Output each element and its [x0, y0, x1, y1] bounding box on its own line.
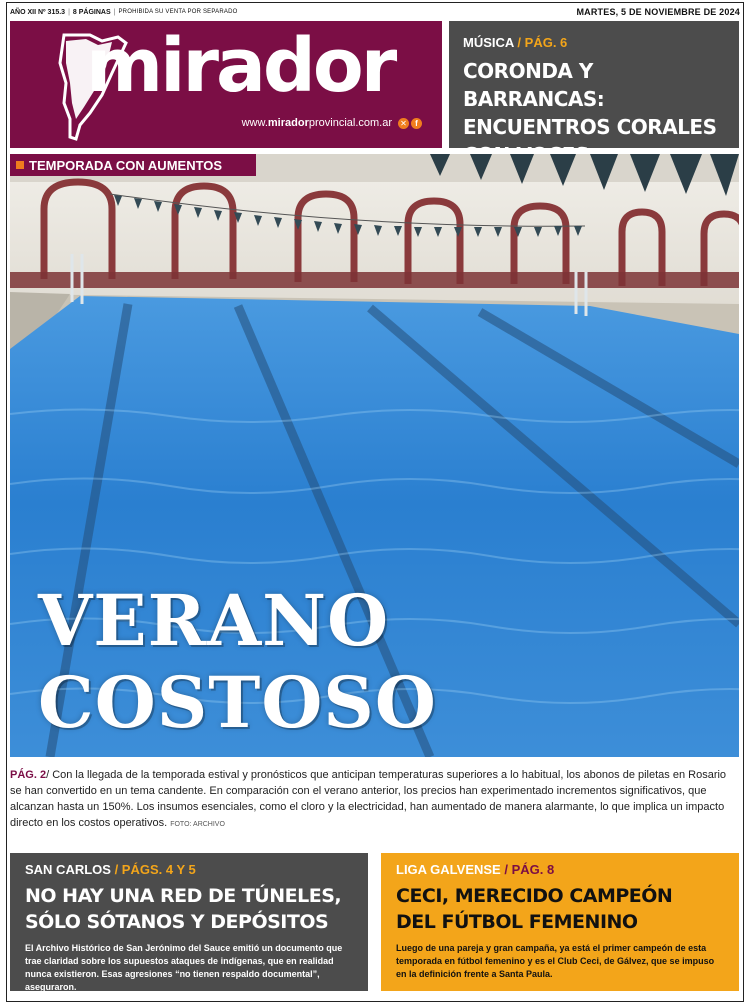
musica-feature[interactable] — [449, 21, 739, 148]
sale-notice: PROHIBIDA SU VENTA POR SEPARADO — [118, 9, 238, 15]
page-count: 8 PÁGINAS — [72, 8, 111, 16]
liga-kicker: LIGA GALVENSE / PÁG. 8 — [396, 862, 555, 877]
liga-galvense-feature[interactable] — [381, 853, 739, 991]
san-carlos-feature[interactable] — [10, 853, 368, 991]
issue-number: AÑO XII Nº 315.3 — [10, 8, 66, 16]
masthead-logo: mirador — [86, 23, 395, 109]
top-info-bar: AÑO XII Nº 315.3 | 8 PÁGINAS | PROHIBIDA SU VENTA POR SEPARADO MARTES, 5 DE NOVIEMBRE DE 2024 — [10, 7, 740, 17]
musica-headline: CORONDA Y BARRANCAS: ENCUENTROS CORALES — [463, 59, 717, 139]
facebook-icon[interactable]: f — [411, 118, 422, 129]
main-headline: VERANO COSTOSO — [38, 579, 437, 744]
x-social-icon[interactable]: ✕ — [398, 118, 409, 129]
photo-credit: FOTO: ARCHIVO — [170, 821, 225, 828]
san-carlos-headline: NO HAY UNA RED DE TÚNELES, SÓLO SÓTANOS Y DEPÓSITOS — [25, 885, 342, 933]
masthead — [10, 21, 442, 148]
musica-kicker: MÚSICA / PÁG. 6 — [463, 35, 568, 50]
website-link[interactable]: www.miradorprovincial.com.ar — [241, 117, 392, 129]
main-page-ref: PÁG. 2 — [10, 769, 47, 781]
section-tag: TEMPORADA CON AUMENTOS — [10, 154, 256, 176]
social-icons — [398, 118, 422, 129]
issue-date: MARTES, 5 DE NOVIEMBRE DE 2024 — [576, 7, 740, 17]
san-carlos-summary: El Archivo Histórico de San Jerónimo del Sauce emitió un documento que trae claridad sobre los supuestos ataques de indígenas, que en realidad nunca existieron. Esas agresiones “no tienen respaldo documental”, aseguraron. — [25, 943, 343, 992]
san-carlos-kicker: SAN CARLOS / PÁGS. 4 Y 5 — [25, 862, 196, 877]
liga-summary: Luego de una pareja y gran campaña, ya está el primer campeón de esta temporada en fútbol femenino y es el Club Ceci, de Gálvez, que se impuso en la definición frente a Santa Paula. — [396, 943, 715, 979]
liga-headline: CECI, MERECIDO CAMPEÓN DEL FÚTBOL FEMENINO — [396, 885, 673, 933]
main-story-text: PÁG. 2/ Con la llegada de la temporada estival y pronósticos que anticipan temperaturas superiores a lo habitual, los abonos de piletas en Rosario se han convertido en un tema candente. En comparación con el verano anterior, los precios han experimentado incrementos significativos, que alcanzan hasta un 150%. Los insumos esenciales, como el cloro y la electricidad, han aumentado de manera alarmante, lo que implica un impacto directo en los costos operativos. FOTO: ARCHIVO — [10, 769, 727, 829]
square-bullet-icon — [16, 161, 24, 169]
